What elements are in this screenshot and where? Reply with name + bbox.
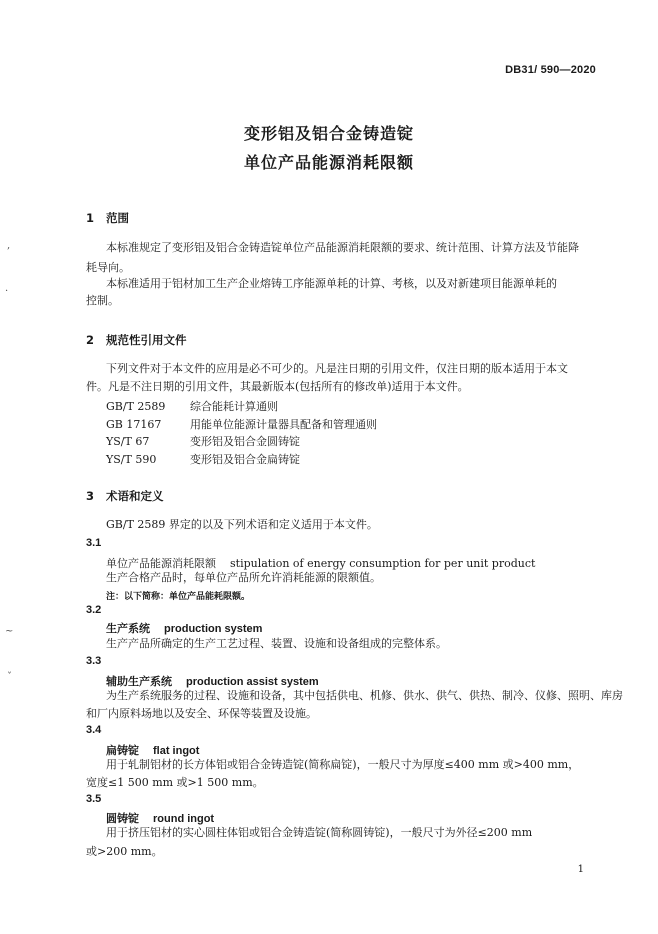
- term-cn: 扁铸锭: [106, 744, 139, 757]
- scan-mark: ~: [5, 626, 14, 637]
- term-cn: 辅助生产系统: [106, 675, 172, 688]
- paragraph-line: 本标准适用于铝材加工生产企业熔铸工序能源单耗的计算、考核，以及对新建项目能源单耗的: [106, 277, 557, 290]
- scan-mark: ·: [5, 286, 9, 297]
- reference-title: 变形铝及铝合金扁铸锭: [190, 453, 300, 466]
- reference-code: GB 17167: [106, 418, 162, 431]
- term-cn: 生产系统: [106, 622, 150, 635]
- definition-line: 宽度≤1 500 mm 或>1 500 mm。: [86, 776, 264, 789]
- reference-item: [106, 416, 377, 432]
- term-number: 3.2: [86, 604, 102, 616]
- definition-line: 和厂内原料场地以及安全、环保等装置及设施。: [86, 707, 317, 720]
- definition-line: 生产产品所确定的生产工艺过程、装置、设施和设备组成的完整体系。: [106, 637, 447, 650]
- paragraph-line: 控制。: [86, 294, 119, 307]
- reference-code: YS/T 67: [106, 435, 150, 448]
- term-en: production system: [164, 623, 263, 635]
- term-en: flat ingot: [153, 745, 200, 757]
- reference-title: 综合能耗计算通则: [190, 400, 278, 413]
- reference-item: [106, 451, 300, 467]
- section-2-heading: [86, 332, 187, 348]
- term-number: 3.1: [86, 537, 102, 549]
- term-cn: 圆铸锭: [106, 812, 139, 825]
- section-number: 3: [86, 489, 95, 503]
- title-line-2: 单位产品能源消耗限额: [243, 153, 414, 172]
- term-number: 3.3: [86, 655, 102, 667]
- section-number: 2: [86, 333, 95, 347]
- reference-item: [106, 398, 278, 414]
- section-title: 规范性引用文件: [106, 333, 187, 347]
- term-number: 3.4: [86, 724, 102, 736]
- reference-code: YS/T 590: [106, 453, 157, 466]
- title-line-1: 变形铝及铝合金铸造锭: [243, 124, 414, 143]
- page-number: 1: [577, 864, 584, 875]
- definition-line: 为生产系统服务的过程、设施和设备，其中包括供电、机修、供水、供气、供热、制冷、仪修、照明、库房: [106, 689, 623, 702]
- reference-code: GB/T 2589: [106, 400, 166, 413]
- definition-line: 生产合格产品时，每单位产品所允许消耗能源的限额值。: [106, 571, 381, 584]
- standard-code: DB31/ 590—2020: [505, 64, 596, 76]
- paragraph-line: 件。凡是不注日期的引用文件，其最新版本(包括所有的修改单)适用于本文件。: [86, 380, 469, 393]
- reference-title: 用能单位能源计量器具配备和管理通则: [190, 418, 377, 431]
- scan-mark: ,: [7, 240, 11, 251]
- term-en: stipulation of energy consumption for per unit product: [230, 557, 536, 570]
- term-en: production assist system: [186, 676, 319, 688]
- term-entry: [106, 620, 262, 636]
- definition-line: 或>200 mm。: [86, 845, 163, 858]
- section-title: 范围: [106, 211, 129, 225]
- paragraph-line: GB/T 2589 界定的以及下列术语和定义适用于本文件。: [106, 518, 378, 531]
- paragraph-line: 本标准规定了变形铝及铝合金铸造锭单位产品能源消耗限额的要求、统计范围、计算方法及节能降: [106, 241, 579, 254]
- term-entry: [106, 742, 199, 758]
- paragraph-line: 下列文件对于本文件的应用是必不可少的。凡是注日期的引用文件，仅注日期的版本适用于本文: [106, 362, 568, 375]
- definition-line: 用于轧制铝材的长方体铝或铝合金铸造锭(简称扁锭)，一般尺寸为厚度≤400 mm 或>400 mm，: [106, 758, 580, 771]
- section-number: 1: [86, 211, 95, 225]
- section-title: 术语和定义: [106, 489, 164, 503]
- section-1-heading: [86, 210, 129, 226]
- term-note: 注：以下简称：单位产品能耗限额。: [106, 592, 251, 602]
- reference-title: 变形铝及铝合金圆铸锭: [190, 435, 300, 448]
- term-number: 3.5: [86, 793, 102, 805]
- term-entry: [106, 810, 214, 826]
- definition-line: 用于挤压铝材的实心圆柱体铝或铝合金铸造锭(简称圆铸锭)，一般尺寸为外径≤200 mm: [106, 826, 533, 839]
- term-cn: 单位产品能源消耗限额: [106, 557, 216, 570]
- section-3-heading: [86, 488, 164, 504]
- reference-item: [106, 433, 300, 449]
- term-entry: [106, 555, 535, 571]
- term-en: round ingot: [153, 813, 215, 825]
- paragraph-line: 耗导向。: [86, 261, 130, 274]
- term-entry: [106, 673, 319, 689]
- scan-mark: ˇ: [7, 672, 12, 683]
